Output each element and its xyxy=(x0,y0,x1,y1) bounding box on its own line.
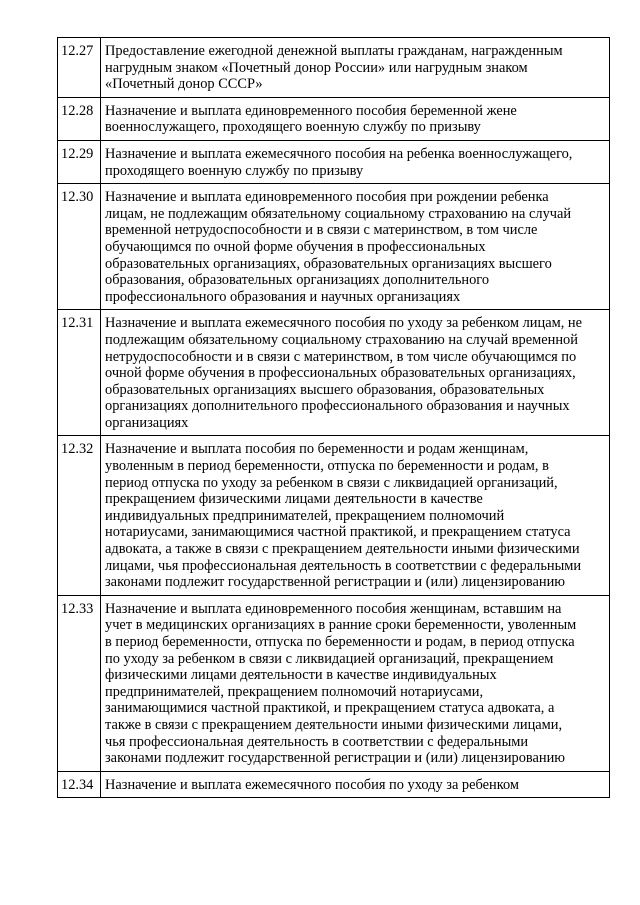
description-line: по уходу за ребенком в связи с ликвидацией организаций, прекращением xyxy=(105,650,554,667)
description-line: образования, образовательных организациях дополнительного xyxy=(105,272,490,289)
description-line: Назначение и выплата единовременного пособия при рождении ребенка xyxy=(105,189,549,206)
description-line: лицам, не подлежащим обязательному социальному страхованию на случай xyxy=(105,205,572,222)
description-line: также в связи с прекращением деятельности иными физическими лицами, xyxy=(105,716,563,733)
table-row xyxy=(58,595,610,771)
table-row xyxy=(58,38,610,98)
description-line: «Почетный донор СССР» xyxy=(105,76,263,93)
row-number: 12.32 xyxy=(58,436,101,595)
service-description xyxy=(101,595,610,771)
service-description xyxy=(101,771,610,798)
description-line: Назначение и выплата пособия по беременности и родам женщинам, xyxy=(105,441,529,458)
service-description xyxy=(101,97,610,140)
table-row xyxy=(58,310,610,436)
description-line: адвоката, а также в связи с прекращением деятельности иными физическими xyxy=(105,541,580,558)
description-line: занимающимися частной практикой, и прекращением статуса адвоката, а xyxy=(105,700,555,717)
description-line: военнослужащего, проходящего военную службу по призыву xyxy=(105,119,481,136)
description-line: чья профессиональная деятельность в соответствии с федеральными xyxy=(105,733,529,750)
service-description xyxy=(101,184,610,310)
row-number: 12.29 xyxy=(58,140,101,183)
description-line: лицами, чья профессиональная деятельность в соответствии с федеральными xyxy=(105,557,582,574)
description-line: прекращением физическими лицами деятельности в качестве xyxy=(105,491,483,508)
description-line: Назначение и выплата ежемесячного пособия по уходу за ребенком xyxy=(105,776,520,793)
row-number: 12.33 xyxy=(58,595,101,771)
services-table-body xyxy=(58,38,610,798)
description-line: образовательных организациях, образовательных организациях высшего xyxy=(105,255,552,272)
service-description xyxy=(101,38,610,98)
description-line: в период беременности, отпуска по беременности и родам, в период отпуска xyxy=(105,634,575,650)
description-line: Назначение и выплата единовременного пособия женщинам, вставшим на xyxy=(105,600,562,617)
row-number: 12.31 xyxy=(58,310,101,436)
row-number: 12.34 xyxy=(58,771,101,798)
description-line: временной нетрудоспособности и в связи с материнством, в том числе xyxy=(105,222,538,239)
service-description xyxy=(101,436,610,595)
description-line: физическими лицами деятельности в качестве индивидуальных xyxy=(105,667,497,684)
table-row xyxy=(58,771,610,798)
description-line: Назначение и выплата ежемесячного пособия на ребенка военнослужащего, xyxy=(105,145,573,162)
description-line: очной форме обучения в профессиональных образовательных организациях, xyxy=(105,365,576,382)
description-line: организациях xyxy=(105,414,189,431)
services-table xyxy=(57,37,610,798)
description-line: уволенным в период беременности, отпуска по беременности и родам, в xyxy=(105,458,549,475)
description-line: законами подлежит государственной регистрации и (или) лицензированию xyxy=(105,574,566,591)
table-row xyxy=(58,140,610,183)
service-description xyxy=(101,310,610,436)
description-line: индивидуальных предпринимателей, прекращением полномочий xyxy=(105,507,505,524)
description-line: нетрудоспособности и в связи с материнством, в том числе обучающимся по xyxy=(105,348,577,365)
description-line: Предоставление ежегодной денежной выплаты гражданам, награжденным xyxy=(105,43,563,59)
description-line: предпринимателей, прекращением полномочий нотариусами, xyxy=(105,683,484,700)
description-line: профессионального образования и научных организациях xyxy=(105,288,461,305)
description-line: законами подлежит государственной регистрации и (или) лицензированию xyxy=(105,750,566,767)
description-line: организациях дополнительного профессионального образования и научных xyxy=(105,398,570,415)
description-line: нотариусами, занимающимися частной практикой, и прекращением статуса xyxy=(105,524,571,541)
row-number: 12.27 xyxy=(58,38,101,98)
description-line: проходящего военную службу по призыву xyxy=(105,162,364,179)
description-line: образовательных организациях высшего образования, образовательных xyxy=(105,381,545,398)
table-row xyxy=(58,97,610,140)
description-line: подлежащим обязательному социальному страхованию на случай временной xyxy=(105,331,578,348)
row-number: 12.30 xyxy=(58,184,101,310)
table-row xyxy=(58,184,610,310)
description-line: Назначение и выплата ежемесячного пособия по уходу за ребенком лицам, не xyxy=(105,315,582,332)
description-line: Назначение и выплата единовременного пособия беременной жене xyxy=(105,102,517,119)
row-number: 12.28 xyxy=(58,97,101,140)
service-description xyxy=(101,140,610,183)
description-line: нагрудным знаком «Почетный донор России» или нагрудным знаком xyxy=(105,59,528,76)
table-row xyxy=(58,436,610,595)
description-line: учет в медицинских организациях в ранние сроки беременности, уволенным xyxy=(105,617,577,634)
description-line: период отпуска по уходу за ребенком в связи с ликвидацией организаций, xyxy=(105,474,558,491)
description-line: обучающимся по очной форме обучения в профессиональных xyxy=(105,238,486,255)
